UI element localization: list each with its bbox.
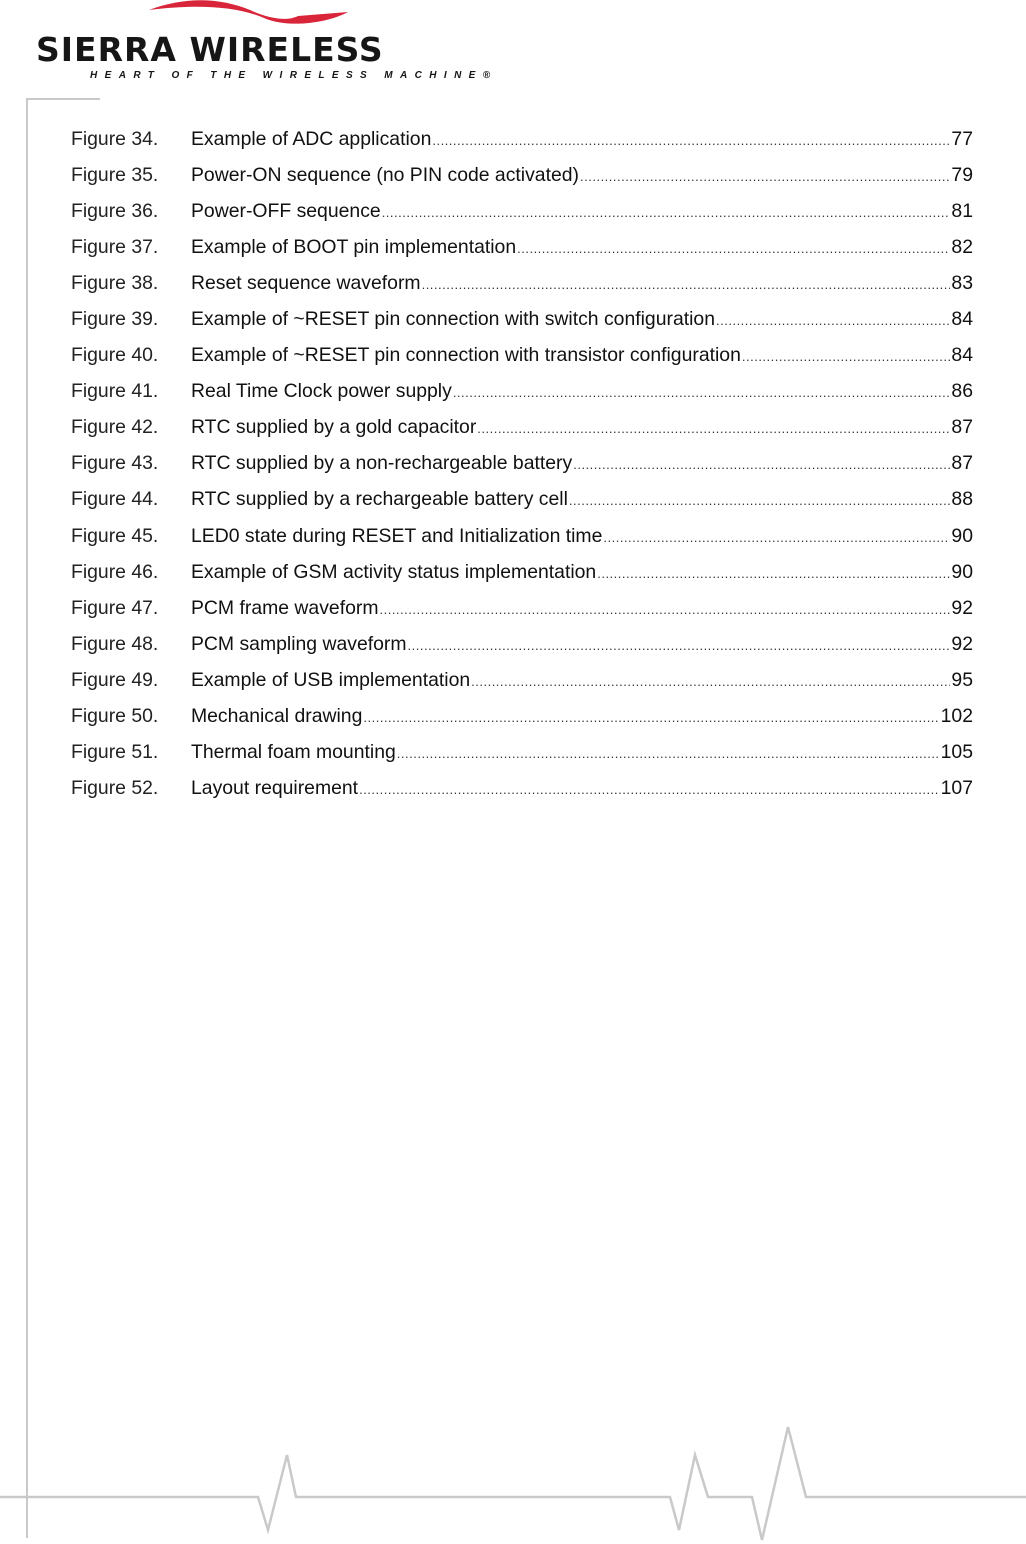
figure-title: Power-OFF sequence	[191, 200, 381, 223]
page-number: 90	[951, 560, 973, 583]
page-number: 83	[951, 272, 973, 295]
toc-entry[interactable]	[71, 196, 973, 232]
figure-number: Figure 36.	[71, 200, 159, 223]
toc-entry[interactable]	[71, 124, 973, 160]
figure-title: Example of ADC application	[191, 128, 432, 150]
figure-number: Figure 50.	[71, 704, 159, 727]
toc-entry[interactable]	[71, 304, 973, 340]
page-number: 107	[940, 776, 973, 799]
figure-number: Figure 39.	[71, 308, 159, 331]
toc-entry[interactable]	[71, 268, 973, 304]
toc-entry[interactable]	[71, 737, 973, 773]
figure-number: Figure 52.	[71, 776, 159, 799]
dot-leader	[382, 198, 951, 228]
page-number: 92	[951, 632, 973, 655]
figure-title: Power-ON sequence (no PIN code activated)	[191, 164, 580, 187]
figure-number: Figure 45.	[71, 524, 159, 547]
dot-leader	[573, 450, 950, 480]
dot-leader	[603, 523, 950, 553]
dot-leader	[517, 234, 950, 264]
figure-number: Figure 49.	[71, 668, 159, 691]
figure-number: Figure 44.	[71, 488, 159, 511]
figure-title: Real Time Clock power supply	[191, 380, 452, 403]
figure-title: Example of BOOT pin implementation	[191, 236, 517, 259]
figure-title: Thermal foam mounting	[191, 740, 396, 763]
toc-entry[interactable]	[71, 773, 973, 809]
dot-leader	[432, 126, 950, 156]
dot-leader	[363, 703, 939, 733]
figure-title: Reset sequence waveform	[191, 272, 421, 295]
toc-entry[interactable]	[71, 160, 973, 196]
figure-title: Example of ~RESET pin connection with switch configuration	[191, 308, 716, 331]
figure-title: Example of GSM activity status implementation	[191, 560, 597, 583]
toc-entry[interactable]	[71, 629, 973, 665]
page-number: 87	[951, 452, 973, 475]
dot-leader	[597, 559, 950, 589]
page-number: 86	[951, 380, 973, 403]
page-number: 81	[951, 200, 973, 223]
toc-entry[interactable]	[71, 412, 973, 448]
dot-leader	[422, 270, 951, 300]
dot-leader	[397, 739, 940, 769]
swoosh-icon	[36, 0, 466, 30]
page-number: 87	[951, 416, 973, 439]
figure-number: Figure 38.	[71, 272, 159, 295]
dot-leader	[580, 162, 950, 192]
dot-leader	[379, 595, 950, 625]
figure-title: Example of ~RESET pin connection with transistor configuration	[191, 344, 741, 367]
figure-title: RTC supplied by a rechargeable battery cell	[191, 488, 568, 511]
dot-leader	[477, 414, 950, 444]
brand-tagline: HEART OF THE WIRELESS MACHINE®	[90, 70, 498, 81]
figure-title: Layout requirement	[191, 776, 359, 799]
figure-number: Figure 35.	[71, 164, 159, 187]
figure-number: Figure 47.	[71, 596, 159, 619]
dot-leader	[359, 775, 940, 805]
page-number: 105	[940, 740, 973, 763]
toc-entry[interactable]	[71, 593, 973, 629]
heartbeat-line	[0, 1427, 1026, 1540]
list-of-figures	[71, 124, 973, 809]
figure-title: Mechanical drawing	[191, 704, 363, 727]
figure-number: Figure 40.	[71, 344, 159, 367]
toc-entry[interactable]	[71, 340, 973, 376]
toc-entry[interactable]	[71, 484, 973, 520]
page-number: 77	[951, 128, 973, 150]
figure-title: PCM sampling waveform	[191, 632, 407, 655]
toc-entry[interactable]	[71, 376, 973, 412]
toc-entry[interactable]	[71, 665, 973, 701]
page-number: 92	[951, 596, 973, 619]
page-number: 90	[951, 524, 973, 547]
figure-number: Figure 42.	[71, 416, 159, 439]
figure-number: Figure 34.	[71, 128, 159, 150]
figure-title: Example of USB implementation	[191, 668, 471, 691]
figure-number: Figure 37.	[71, 236, 159, 259]
dot-leader	[453, 378, 951, 408]
dot-leader	[742, 342, 951, 372]
page-number: 102	[940, 704, 973, 727]
figure-title: RTC supplied by a gold capacitor	[191, 416, 477, 439]
figure-number: Figure 41.	[71, 380, 159, 403]
toc-entry[interactable]	[71, 701, 973, 737]
dot-leader	[408, 631, 951, 661]
sierra-wireless-logo	[36, 0, 498, 90]
dot-leader	[471, 667, 950, 697]
toc-entry[interactable]	[71, 448, 973, 484]
figure-title: PCM frame waveform	[191, 596, 379, 619]
figure-title: LED0 state during RESET and Initialization time	[191, 524, 603, 547]
page-number: 95	[951, 668, 973, 691]
page-number: 88	[951, 488, 973, 511]
toc-entry[interactable]	[71, 521, 973, 557]
figure-number: Figure 46.	[71, 560, 159, 583]
page-number: 84	[951, 344, 973, 367]
figure-number: Figure 43.	[71, 452, 159, 475]
dot-leader	[569, 486, 951, 516]
brand-name: SIERRA WIRELESS	[36, 30, 384, 69]
figure-number: Figure 51.	[71, 740, 159, 763]
page-number: 79	[951, 164, 973, 187]
toc-entry[interactable]	[71, 557, 973, 593]
figure-number: Figure 48.	[71, 632, 159, 655]
page-number: 84	[951, 308, 973, 331]
figure-title: RTC supplied by a non-rechargeable battery	[191, 452, 573, 475]
toc-entry[interactable]	[71, 232, 973, 268]
page-number: 82	[951, 236, 973, 259]
dot-leader	[716, 306, 950, 336]
